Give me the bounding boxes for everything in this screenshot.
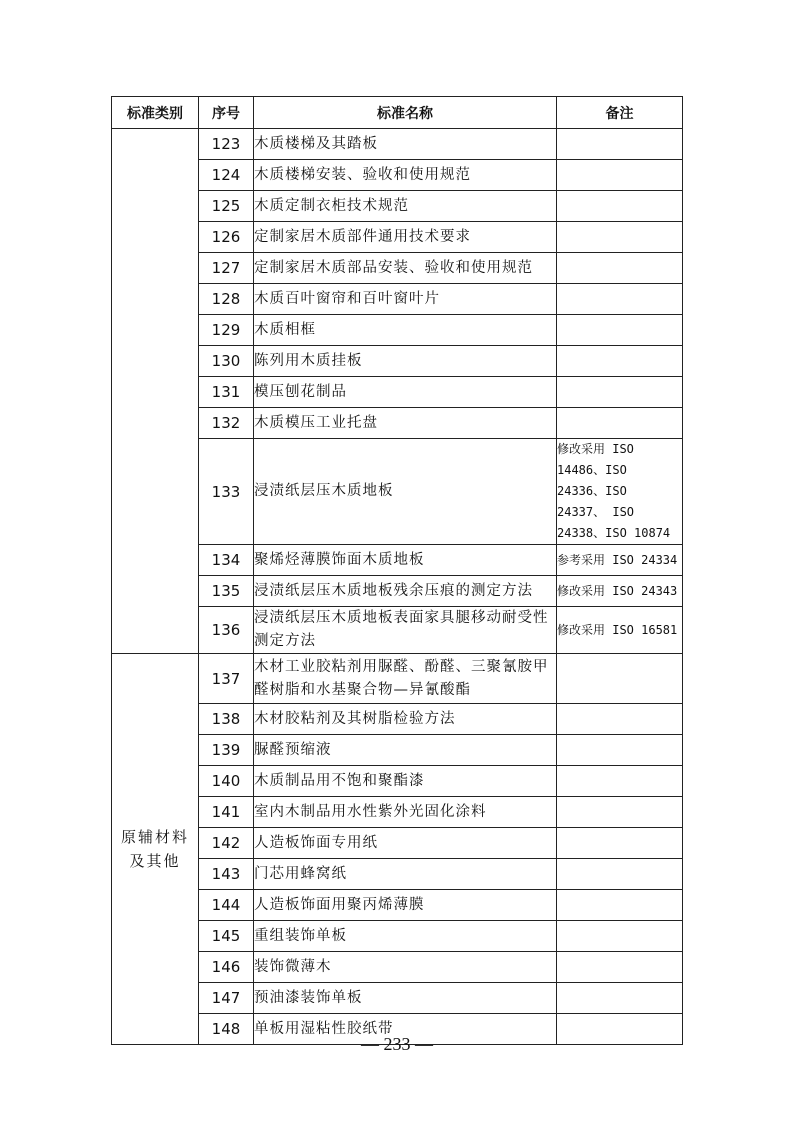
note-cell <box>557 129 683 160</box>
name-cell: 脲醛预缩液 <box>254 735 557 766</box>
seq-cell: 132 <box>199 408 254 439</box>
table-row <box>112 129 683 160</box>
seq-cell: 139 <box>199 735 254 766</box>
seq-cell: 129 <box>199 315 254 346</box>
table-body <box>112 129 683 1045</box>
seq-cell: 136 <box>199 607 254 654</box>
seq-cell: 141 <box>199 797 254 828</box>
note-cell <box>557 253 683 284</box>
category-cell-2 <box>112 654 199 1045</box>
table-header-row <box>112 97 683 129</box>
seq-cell: 142 <box>199 828 254 859</box>
note-cell <box>557 654 683 704</box>
standards-table <box>111 96 683 1045</box>
seq-cell: 146 <box>199 952 254 983</box>
name-cell: 聚烯烃薄膜饰面木质地板 <box>254 545 557 576</box>
note-cell <box>557 797 683 828</box>
seq-cell: 133 <box>199 439 254 545</box>
name-cell: 定制家居木质部件通用技术要求 <box>254 222 557 253</box>
note-cell <box>557 346 683 377</box>
name-cell: 定制家居木质部品安装、验收和使用规范 <box>254 253 557 284</box>
seq-cell: 125 <box>199 191 254 222</box>
name-cell: 浸渍纸层压木质地板 <box>254 439 557 545</box>
seq-cell: 135 <box>199 576 254 607</box>
seq-cell: 124 <box>199 160 254 191</box>
name-cell: 门芯用蜂窝纸 <box>254 859 557 890</box>
note-cell <box>557 890 683 921</box>
name-cell: 预油漆装饰单板 <box>254 983 557 1014</box>
name-cell: 人造板饰面专用纸 <box>254 828 557 859</box>
note-cell <box>557 859 683 890</box>
seq-cell: 137 <box>199 654 254 704</box>
seq-cell: 138 <box>199 704 254 735</box>
note-cell: 参考采用 ISO 24334 <box>557 545 683 576</box>
name-cell: 木质定制衣柜技术规范 <box>254 191 557 222</box>
seq-cell: 140 <box>199 766 254 797</box>
note-cell: 修改采用 ISO 24343 <box>557 576 683 607</box>
category-cell-1 <box>112 129 199 654</box>
seq-cell: 126 <box>199 222 254 253</box>
name-cell: 装饰微薄木 <box>254 952 557 983</box>
category-label: 原辅材料及其他 <box>121 828 190 870</box>
header-seq: 序号 <box>199 97 254 129</box>
name-cell: 模压刨花制品 <box>254 377 557 408</box>
name-cell: 室内木制品用水性紫外光固化涂料 <box>254 797 557 828</box>
note-cell <box>557 766 683 797</box>
note-cell <box>557 828 683 859</box>
name-cell: 重组装饰单板 <box>254 921 557 952</box>
name-cell: 浸渍纸层压木质地板残余压痕的测定方法 <box>254 576 557 607</box>
note-cell <box>557 160 683 191</box>
header-note: 备注 <box>557 97 683 129</box>
note-cell <box>557 983 683 1014</box>
seq-cell: 145 <box>199 921 254 952</box>
name-cell: 木材胶粘剂及其树脂检验方法 <box>254 704 557 735</box>
name-cell: 木质制品用不饱和聚酯漆 <box>254 766 557 797</box>
seq-cell: 123 <box>199 129 254 160</box>
name-cell: 木质百叶窗帘和百叶窗叶片 <box>254 284 557 315</box>
seq-cell: 148 <box>199 1014 254 1045</box>
table-row <box>112 654 683 704</box>
seq-cell: 143 <box>199 859 254 890</box>
seq-cell: 131 <box>199 377 254 408</box>
note-cell <box>557 952 683 983</box>
seq-cell: 134 <box>199 545 254 576</box>
name-cell: 单板用湿粘性胶纸带 <box>254 1014 557 1045</box>
note-cell <box>557 408 683 439</box>
note-cell <box>557 284 683 315</box>
seq-cell: 127 <box>199 253 254 284</box>
note-cell <box>557 315 683 346</box>
note-cell: 修改采用 ISO 14486、ISO 24336、ISO 24337、 ISO 24338、ISO 10874 <box>557 439 683 545</box>
seq-cell: 147 <box>199 983 254 1014</box>
name-cell: 木材工业胶粘剂用脲醛、酚醛、三聚氰胺甲醛树脂和水基聚合物—异氰酸酯 <box>254 654 557 704</box>
header-name: 标准名称 <box>254 97 557 129</box>
name-cell: 人造板饰面用聚丙烯薄膜 <box>254 890 557 921</box>
name-cell: 木质楼梯及其踏板 <box>254 129 557 160</box>
name-cell: 浸渍纸层压木质地板表面家具腿移动耐受性测定方法 <box>254 607 557 654</box>
name-cell: 木质模压工业托盘 <box>254 408 557 439</box>
seq-cell: 130 <box>199 346 254 377</box>
note-cell <box>557 704 683 735</box>
name-cell: 木质楼梯安装、验收和使用规范 <box>254 160 557 191</box>
seq-cell: 128 <box>199 284 254 315</box>
note-cell <box>557 222 683 253</box>
name-cell: 木质相框 <box>254 315 557 346</box>
note-cell <box>557 191 683 222</box>
note-cell <box>557 377 683 408</box>
header-category: 标准类别 <box>112 97 199 129</box>
page-number: — 233 — <box>361 1034 433 1054</box>
note-cell: 修改采用 ISO 16581 <box>557 607 683 654</box>
note-cell <box>557 735 683 766</box>
name-cell: 陈列用木质挂板 <box>254 346 557 377</box>
note-cell <box>557 921 683 952</box>
seq-cell: 144 <box>199 890 254 921</box>
